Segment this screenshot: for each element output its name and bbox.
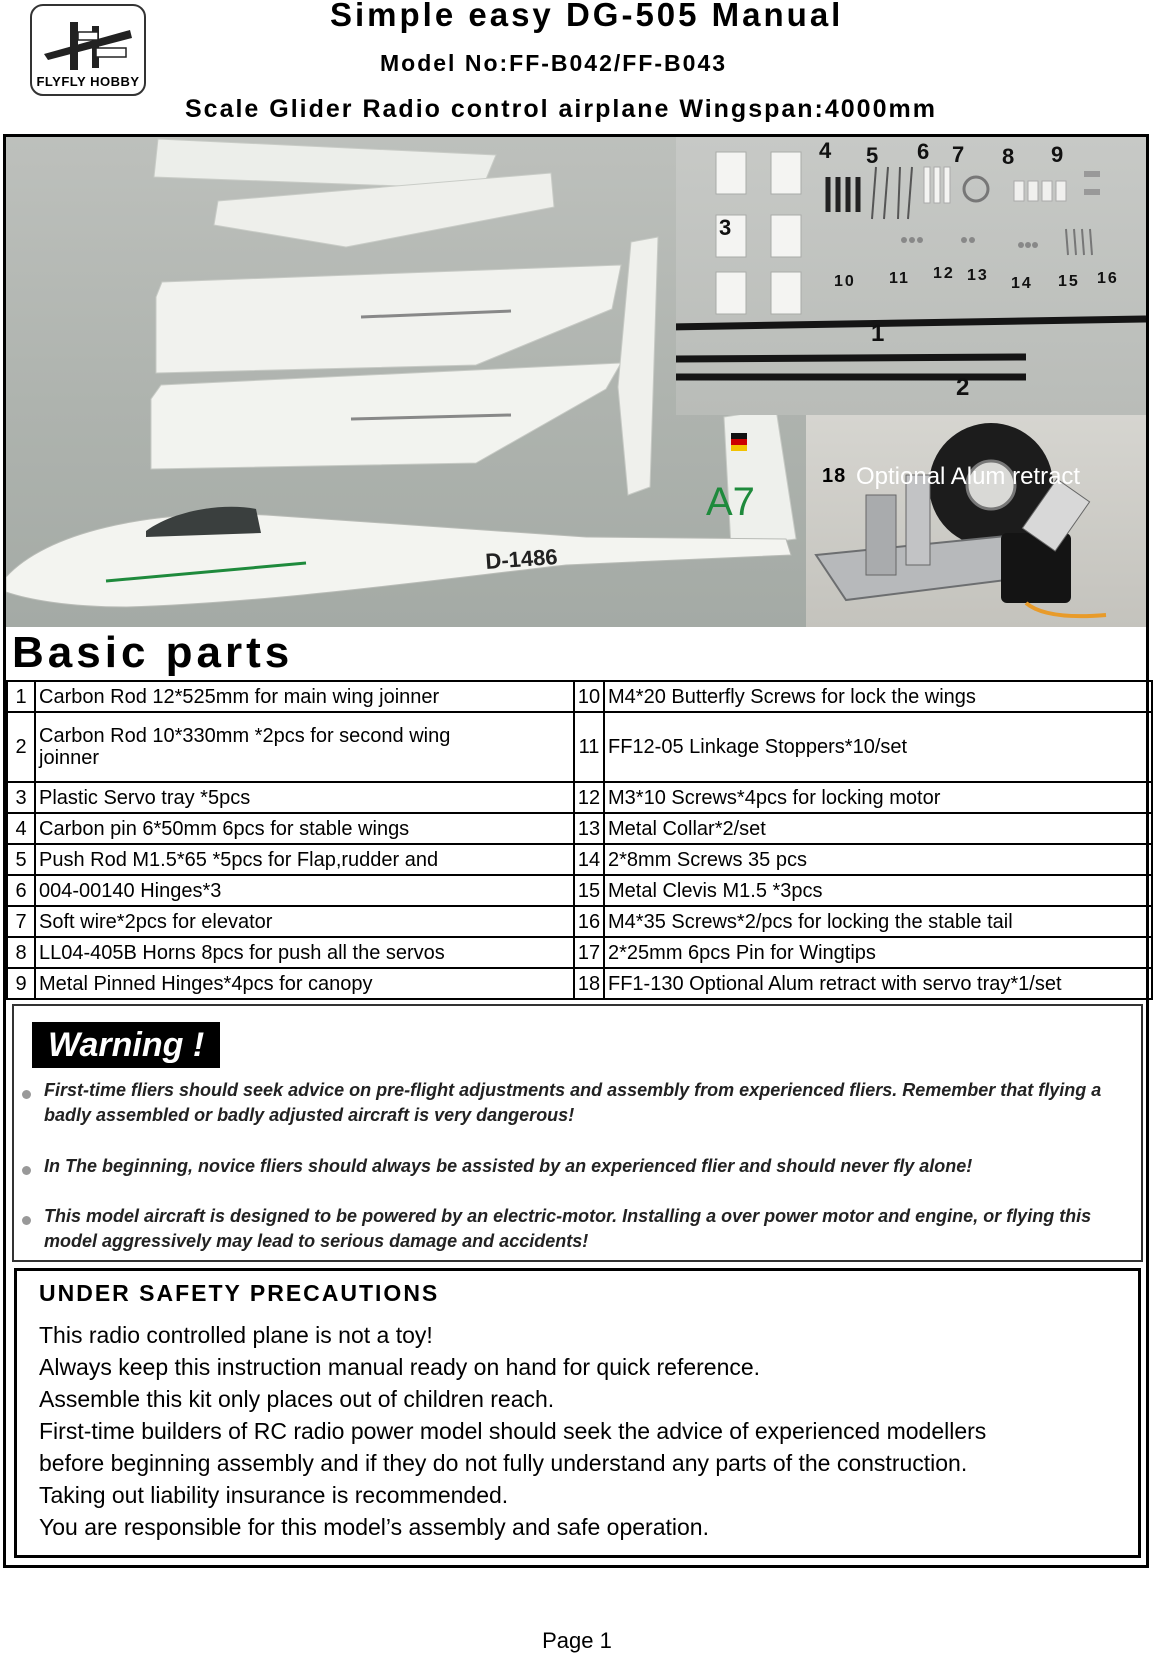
table-row bbox=[7, 681, 1152, 712]
document-subtitle: Scale Glider Radio control airplane Wingspan:4000mm bbox=[185, 95, 937, 123]
parts-table bbox=[6, 680, 1153, 1000]
part-description: Plastic Servo tray *5pcs bbox=[35, 782, 574, 813]
table-row bbox=[7, 968, 1152, 999]
part-description: Push Rod M1.5*65 *5pcs for Flap,rudder and bbox=[35, 844, 574, 875]
document-title: Simple easy DG-505 Manual bbox=[330, 0, 844, 33]
part-label-18: 18 bbox=[822, 465, 847, 487]
part-label-16: 16 bbox=[1097, 270, 1119, 287]
part-description: Metal Pinned Hinges*4pcs for canopy bbox=[35, 968, 574, 999]
part-label-10: 10 bbox=[834, 273, 856, 290]
part-description: Metal Collar*2/set bbox=[604, 813, 1152, 844]
part-label-8: 8 bbox=[1002, 144, 1015, 169]
safety-text bbox=[39, 1319, 986, 1543]
bullet-icon bbox=[22, 1216, 31, 1225]
safety-line: This radio controlled plane is not a toy! bbox=[39, 1322, 433, 1348]
safety-panel bbox=[14, 1268, 1141, 1558]
part-description: Soft wire*2pcs for elevator bbox=[35, 906, 574, 937]
model-number: Model No:FF-B042/FF-B043 bbox=[380, 50, 728, 76]
table-row bbox=[7, 813, 1152, 844]
warning-item: First-time fliers should seek advice on pre-flight adjustments and assembly from experienced fliers. Remember that flying a badly assembled or badly adjusted aircraft is very dangerous! bbox=[44, 1080, 1102, 1125]
part-label-6: 6 bbox=[917, 139, 930, 164]
part-description: M4*35 Screws*2/pcs for locking the stable tail bbox=[604, 906, 1152, 937]
part-number: 2 bbox=[7, 712, 35, 782]
retract-caption: Optional Alum retract bbox=[856, 463, 1081, 490]
table-row bbox=[7, 712, 1152, 782]
basic-parts-heading: Basic parts bbox=[12, 628, 294, 677]
part-label-14: 14 bbox=[1011, 275, 1033, 292]
safety-line: before beginning assembly and if they do not fully understand any parts of the construction. bbox=[39, 1450, 968, 1476]
part-label-12: 12 bbox=[933, 265, 955, 282]
part-label-3: 3 bbox=[719, 215, 732, 240]
retract-illustration bbox=[806, 415, 1146, 627]
part-label-7: 7 bbox=[952, 142, 965, 167]
part-description: FF1-130 Optional Alum retract with servo tray*1/set bbox=[604, 968, 1152, 999]
part-number: 8 bbox=[7, 937, 35, 968]
safety-heading: UNDER SAFETY PRECAUTIONS bbox=[39, 1280, 440, 1306]
part-description: 2*25mm 6pcs Pin for Wingtips bbox=[604, 937, 1152, 968]
warning-badge: Warning ! bbox=[32, 1022, 220, 1068]
safety-line: Always keep this instruction manual ready on hand for quick reference. bbox=[39, 1354, 761, 1380]
page-number: Page 1 bbox=[542, 1628, 612, 1653]
table-row bbox=[7, 844, 1152, 875]
part-number: 11 bbox=[574, 712, 604, 782]
part-number: 7 bbox=[7, 906, 35, 937]
part-label-1: 1 bbox=[871, 320, 885, 347]
part-description-text: Carbon Rod 10*330mm *2pcs for second wing joinner bbox=[39, 725, 451, 769]
safety-line: Taking out liability insurance is recommended. bbox=[39, 1482, 509, 1508]
part-number: 13 bbox=[574, 813, 604, 844]
table-row bbox=[7, 937, 1152, 968]
bullet-icon bbox=[22, 1090, 31, 1099]
bullet-icon bbox=[22, 1166, 31, 1175]
part-number: 17 bbox=[574, 937, 604, 968]
part-number: 1 bbox=[7, 681, 35, 712]
part-description: 004-00140 Hinges*3 bbox=[35, 875, 574, 906]
safety-line: You are responsible for this model’s assembly and safe operation. bbox=[39, 1514, 709, 1540]
part-label-5: 5 bbox=[866, 143, 879, 168]
warning-item: In The beginning, novice fliers should always be assisted by an experienced flier and should never fly alone! bbox=[44, 1156, 973, 1176]
part-description: Carbon pin 6*50mm 6pcs for stable wings bbox=[35, 813, 574, 844]
part-number: 15 bbox=[574, 875, 604, 906]
part-description: M4*20 Butterfly Screws for lock the wings bbox=[604, 681, 1152, 712]
part-description: FF12-05 Linkage Stoppers*10/set bbox=[604, 712, 1152, 782]
part-label-11: 11 bbox=[889, 270, 910, 287]
part-label-2: 2 bbox=[956, 374, 970, 401]
small-parts-photo bbox=[676, 137, 1146, 415]
retract-photo bbox=[806, 415, 1146, 627]
part-description: Metal Clevis M1.5 *3pcs bbox=[604, 875, 1152, 906]
part-label-4: 4 bbox=[819, 138, 832, 163]
part-description bbox=[35, 712, 574, 782]
table-row bbox=[7, 782, 1152, 813]
brand-logo bbox=[30, 4, 146, 96]
part-number: 18 bbox=[574, 968, 604, 999]
fuselage-registration: D-1486 bbox=[484, 544, 559, 574]
part-number: 3 bbox=[7, 782, 35, 813]
part-label-15: 15 bbox=[1058, 273, 1080, 290]
part-number: 6 bbox=[7, 875, 35, 906]
safety-line: First-time builders of RC radio power model should seek the advice of experienced modellers bbox=[39, 1418, 987, 1444]
warning-item: This model aircraft is designed to be powered by an electric-motor. Installing a over power motor and engine, or flying this model aggressively may lead to serious damage and accidents! bbox=[44, 1206, 1092, 1251]
table-row bbox=[7, 875, 1152, 906]
part-number: 10 bbox=[574, 681, 604, 712]
safety-line: Assemble this kit only places out of children reach. bbox=[39, 1386, 555, 1412]
part-number: 5 bbox=[7, 844, 35, 875]
part-description: Carbon Rod 12*525mm for main wing joinner bbox=[35, 681, 574, 712]
part-description: M3*10 Screws*4pcs for locking motor bbox=[604, 782, 1152, 813]
part-label-9: 9 bbox=[1051, 142, 1064, 167]
part-description: LL04-405B Horns 8pcs for push all the servos bbox=[35, 937, 574, 968]
part-number: 12 bbox=[574, 782, 604, 813]
warning-panel bbox=[12, 1004, 1143, 1262]
tail-marking: A7 bbox=[706, 480, 755, 524]
part-number: 4 bbox=[7, 813, 35, 844]
part-description: 2*8mm Screws 35 pcs bbox=[604, 844, 1152, 875]
logo-text: FLYFLY HOBBY bbox=[36, 74, 140, 89]
part-number: 16 bbox=[574, 906, 604, 937]
part-number: 9 bbox=[7, 968, 35, 999]
part-number: 14 bbox=[574, 844, 604, 875]
part-label-13: 13 bbox=[967, 267, 989, 284]
table-row bbox=[7, 906, 1152, 937]
